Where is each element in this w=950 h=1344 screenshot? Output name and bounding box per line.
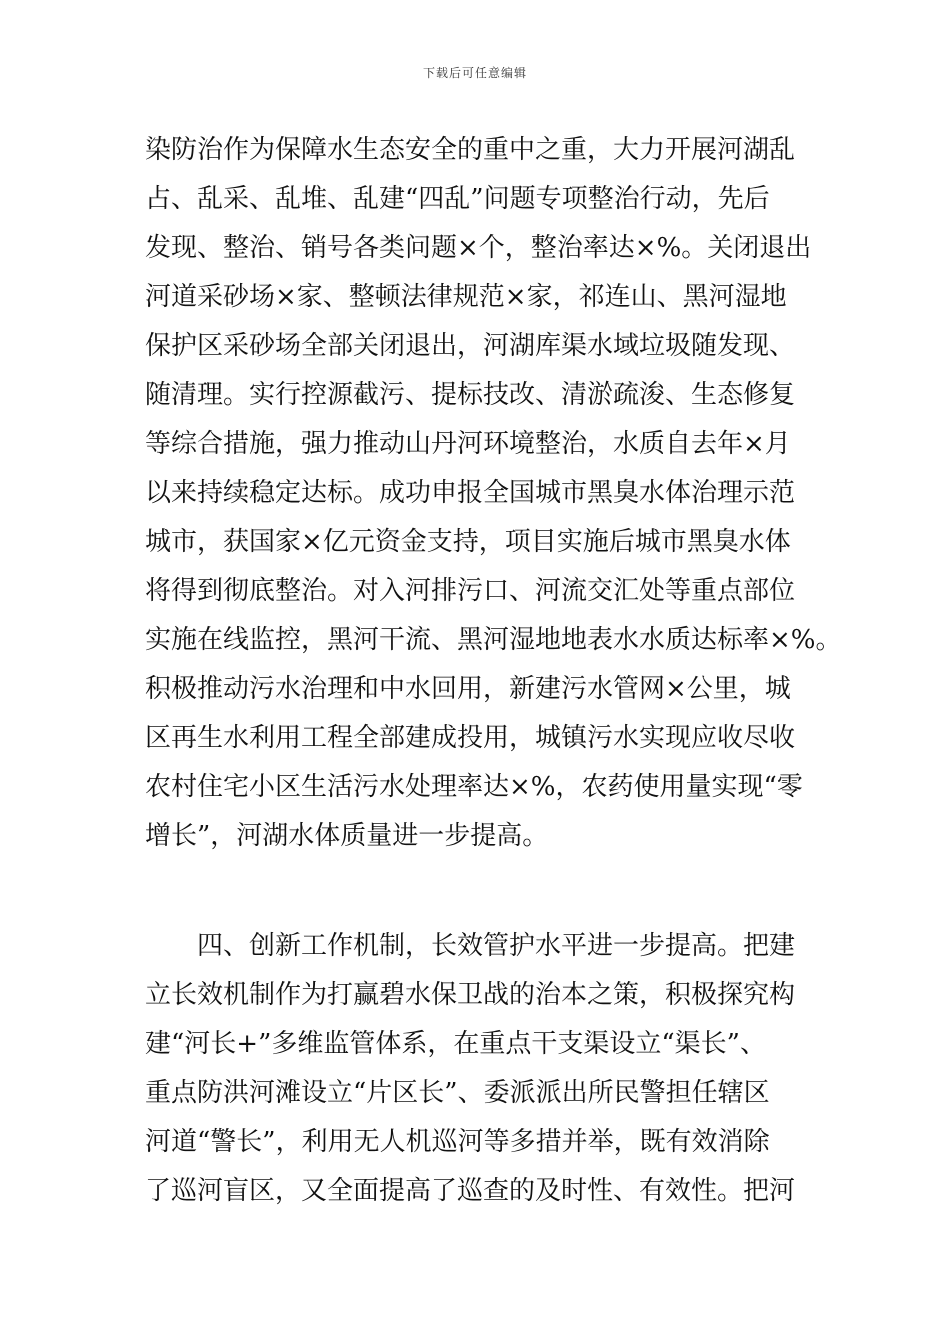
text-line: 重点防洪河滩设立“片区长”、委派派出所民警担任辖区 [145, 1078, 770, 1108]
text-line: 河道“警长”，利用无人机巡河等多措并举，既有效消除 [145, 1127, 770, 1157]
text-line: 了巡河盲区，又全面提高了巡查的及时性、有效性。把河 [145, 1176, 796, 1206]
text-line: 区再生水利用工程全部建成投用，城镇污水实现应收尽收 [145, 723, 796, 753]
text-line: 发现、整治、销号各类问题×个，整治率达×%。关闭退出 [145, 233, 812, 263]
page-header: 下载后可任意编辑 [422, 66, 527, 80]
text-line: 实施在线监控，黑河干流、黑河湿地地表水水质达标率×%。 [145, 625, 842, 655]
text-line: 农村住宅小区生活污水处理率达×%，农药使用量实现“零 [145, 772, 803, 802]
text-line: 等综合措施，强力推动山丹河环境整治，水质自去年×月 [145, 429, 791, 459]
text-line: 河道采砂场×家、整顿法律规范×家，祁连山、黑河湿地 [145, 282, 787, 312]
text-line: 建“河长+”多维监管体系，在重点干支渠设立“渠长”、 [145, 1029, 766, 1059]
text-line: 保护区采砂场全部关闭退出，河湖库渠水域垃圾随发现、 [145, 331, 796, 361]
text-line: 占、乱采、乱堆、乱建“四乱”问题专项整治行动，先后 [145, 184, 770, 214]
text-line: 随清理。实行控源截污、提标技改、清淤疏浚、生态修复 [145, 380, 796, 410]
section-heading-line: 四、创新工作机制，长效管护水平进一步提高。把建 [197, 931, 796, 961]
text-line: 将得到彻底整治。对入河排污口、河流交汇处等重点部位 [145, 576, 796, 606]
text-line: 城市，获国家×亿元资金支持，项目实施后城市黑臭水体 [145, 527, 791, 557]
text-line: 立长效机制作为打赢碧水保卫战的治本之策，积极探究构 [145, 980, 796, 1010]
paragraph-section-four [145, 922, 845, 1216]
text-line: 增长”，河湖水体质量进一步提高。 [145, 821, 549, 851]
text-line: 积极推动污水治理和中水回用，新建污水管网×公里，城 [145, 674, 791, 704]
text-line: 以来持续稳定达标。成功申报全国城市黑臭水体治理示范 [145, 478, 796, 508]
text-line: 染防治作为保障水生态安全的重中之重，大力开展河湖乱 [145, 135, 796, 165]
paragraph-water-pollution [145, 126, 845, 861]
